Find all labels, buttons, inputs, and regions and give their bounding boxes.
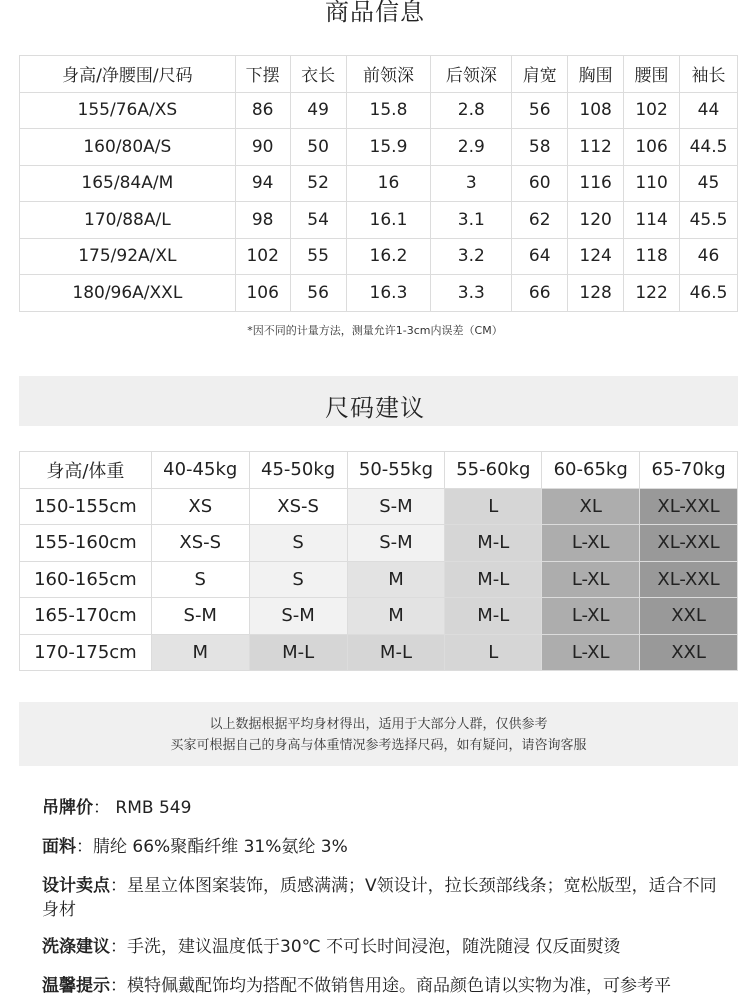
recommendation-cell: XS xyxy=(151,488,249,525)
size-cell: 49 xyxy=(290,92,346,129)
detail-price xyxy=(42,796,722,820)
size-cell: 3 xyxy=(431,165,512,202)
size-cell: 3.2 xyxy=(431,238,512,275)
recommendation-table-header xyxy=(20,452,738,489)
recommendation-cell: S xyxy=(249,525,347,562)
size-table xyxy=(19,55,738,312)
size-cell: 108 xyxy=(568,92,624,129)
recommendation-cell: L xyxy=(445,488,542,525)
size-cell: 155/76A/XS xyxy=(20,92,236,129)
size-cell: 45 xyxy=(680,165,738,202)
detail-tip xyxy=(42,974,742,998)
size-header-cell: 前领深 xyxy=(346,56,431,93)
size-cell: 114 xyxy=(624,202,680,239)
size-cell: 2.9 xyxy=(431,129,512,166)
detail-price-label: 吊牌价 xyxy=(42,798,93,818)
recommendation-cell: 150-155cm xyxy=(20,488,152,525)
detail-washing-label: 洗涤建议 xyxy=(42,937,110,957)
size-cell: 46.5 xyxy=(680,275,738,312)
size-header-cell: 后领深 xyxy=(431,56,512,93)
size-cell: 122 xyxy=(624,275,680,312)
size-cell: 56 xyxy=(290,275,346,312)
size-header-cell: 袖长 xyxy=(680,56,738,93)
recommendation-cell: S-M xyxy=(347,488,445,525)
recommendation-table-row xyxy=(20,488,738,525)
section-title-size-advice: 尺码建议 xyxy=(325,394,425,422)
section-title-product-info: 商品信息 xyxy=(325,0,425,26)
size-cell: 98 xyxy=(235,202,290,239)
recommendation-cell: XL-XXL xyxy=(640,525,738,562)
size-table-row xyxy=(20,275,738,312)
recommendation-cell: XL xyxy=(542,488,640,525)
detail-washing-value: ：手洗，建议温度低于30℃ 不可长时间浸泡，随洗随浸 仅反面熨烫 xyxy=(110,937,621,957)
size-cell: 15.9 xyxy=(346,129,431,166)
size-header-cell: 衣长 xyxy=(290,56,346,93)
detail-washing xyxy=(42,935,722,959)
size-cell: 3.3 xyxy=(431,275,512,312)
detail-design-value: ：星星立体图案装饰，质感满满；V领设计，拉长颈部线条；宽松版型，适合不同身材 xyxy=(42,876,717,920)
recommendation-table-row xyxy=(20,525,738,562)
recommendation-header-cell: 55-60kg xyxy=(445,452,542,489)
size-table-header xyxy=(20,56,738,93)
recommendation-cell: L-XL xyxy=(542,525,640,562)
detail-fabric xyxy=(42,835,722,859)
size-cell: 16 xyxy=(346,165,431,202)
size-cell: 16.1 xyxy=(346,202,431,239)
size-cell: 116 xyxy=(568,165,624,202)
size-table-row xyxy=(20,129,738,166)
recommendation-header-cell: 40-45kg xyxy=(151,452,249,489)
recommendation-cell: 160-165cm xyxy=(20,561,152,598)
size-cell: 50 xyxy=(290,129,346,166)
detail-design xyxy=(42,874,722,922)
recommendation-header-cell: 50-55kg xyxy=(347,452,445,489)
size-cell: 120 xyxy=(568,202,624,239)
recommendation-cell: M xyxy=(151,634,249,671)
size-cell: 3.1 xyxy=(431,202,512,239)
size-cell: 112 xyxy=(568,129,624,166)
size-cell: 106 xyxy=(235,275,290,312)
recommendation-cell: XL-XXL xyxy=(640,561,738,598)
size-header-cell: 胸围 xyxy=(568,56,624,93)
size-cell: 128 xyxy=(568,275,624,312)
size-cell: 64 xyxy=(512,238,568,275)
recommendation-cell: XS-S xyxy=(249,488,347,525)
size-header-cell: 下摆 xyxy=(235,56,290,93)
recommendation-table-row xyxy=(20,634,738,671)
size-table-row xyxy=(20,92,738,129)
recommendation-cell: 170-175cm xyxy=(20,634,152,671)
size-table-row xyxy=(20,238,738,275)
recommendation-cell: S xyxy=(151,561,249,598)
size-cell: 102 xyxy=(235,238,290,275)
size-cell: 44 xyxy=(680,92,738,129)
recommendation-cell: XS-S xyxy=(151,525,249,562)
detail-tip-value: ：模特佩戴配饰均为搭配不做销售用途。商品颜色请以实物为准，可参考平 xyxy=(110,976,671,996)
size-cell: 15.8 xyxy=(346,92,431,129)
size-table-row xyxy=(20,165,738,202)
size-recommendation-table xyxy=(19,451,738,671)
recommendation-cell: M xyxy=(347,561,445,598)
size-cell: 165/84A/M xyxy=(20,165,236,202)
size-cell: 16.3 xyxy=(346,275,431,312)
recommendation-cell: M-L xyxy=(445,561,542,598)
size-cell: 46 xyxy=(680,238,738,275)
measurement-note: *因不同的计量方法，测量允许1-3cm内误差（CM） xyxy=(247,324,503,337)
recommendation-table-row xyxy=(20,598,738,635)
detail-price-value: ： RMB 549 xyxy=(93,798,192,818)
size-header-cell: 肩宽 xyxy=(512,56,568,93)
size-cell: 90 xyxy=(235,129,290,166)
size-cell: 170/88A/L xyxy=(20,202,236,239)
size-cell: 94 xyxy=(235,165,290,202)
size-table-row xyxy=(20,202,738,239)
recommendation-header-cell: 60-65kg xyxy=(542,452,640,489)
size-cell: 124 xyxy=(568,238,624,275)
recommendation-cell: L-XL xyxy=(542,598,640,635)
recommendation-cell: S-M xyxy=(151,598,249,635)
recommendation-header-cell: 身高/体重 xyxy=(20,452,152,489)
recommendation-header-cell: 65-70kg xyxy=(640,452,738,489)
size-cell: 106 xyxy=(624,129,680,166)
size-cell: 60 xyxy=(512,165,568,202)
size-cell: 44.5 xyxy=(680,129,738,166)
recommendation-cell: S-M xyxy=(347,525,445,562)
recommendation-cell: M-L xyxy=(347,634,445,671)
size-cell: 86 xyxy=(235,92,290,129)
size-cell: 66 xyxy=(512,275,568,312)
reference-info-box xyxy=(19,702,738,766)
size-header-cell: 身高/净腰围/尺码 xyxy=(20,56,236,93)
recommendation-cell: M-L xyxy=(445,598,542,635)
size-cell: 118 xyxy=(624,238,680,275)
recommendation-cell: M-L xyxy=(249,634,347,671)
size-cell: 2.8 xyxy=(431,92,512,129)
size-cell: 54 xyxy=(290,202,346,239)
recommendation-cell: 165-170cm xyxy=(20,598,152,635)
size-header-cell: 腰围 xyxy=(624,56,680,93)
recommendation-cell: S-M xyxy=(249,598,347,635)
recommendation-cell: XXL xyxy=(640,598,738,635)
recommendation-table-row xyxy=(20,561,738,598)
recommendation-cell: M-L xyxy=(445,525,542,562)
recommendation-cell: XXL xyxy=(640,634,738,671)
size-cell: 56 xyxy=(512,92,568,129)
info-line-1: 以上数据根据平均身材得出，适用于大部分人群，仅供参考 xyxy=(209,717,548,732)
size-cell: 52 xyxy=(290,165,346,202)
size-cell: 16.2 xyxy=(346,238,431,275)
size-cell: 110 xyxy=(624,165,680,202)
detail-fabric-value: ：腈纶 66%聚酯纤维 31%氨纶 3% xyxy=(76,837,348,857)
size-cell: 102 xyxy=(624,92,680,129)
recommendation-cell: L xyxy=(445,634,542,671)
size-cell: 58 xyxy=(512,129,568,166)
size-cell: 175/92A/XL xyxy=(20,238,236,275)
recommendation-header-cell: 45-50kg xyxy=(249,452,347,489)
size-cell: 160/80A/S xyxy=(20,129,236,166)
recommendation-cell: L-XL xyxy=(542,634,640,671)
recommendation-cell: L-XL xyxy=(542,561,640,598)
recommendation-cell: S xyxy=(249,561,347,598)
size-cell: 45.5 xyxy=(680,202,738,239)
size-cell: 180/96A/XXL xyxy=(20,275,236,312)
detail-design-label: 设计卖点 xyxy=(42,876,110,896)
detail-fabric-label: 面料 xyxy=(42,837,76,857)
size-cell: 62 xyxy=(512,202,568,239)
size-cell: 55 xyxy=(290,238,346,275)
recommendation-cell: XL-XXL xyxy=(640,488,738,525)
detail-tip-label: 温馨提示 xyxy=(42,976,110,996)
info-line-2: 买家可根据自己的身高与体重情况参考选择尺码，如有疑问，请咨询客服 xyxy=(170,738,587,753)
recommendation-cell: 155-160cm xyxy=(20,525,152,562)
recommendation-cell: M xyxy=(347,598,445,635)
